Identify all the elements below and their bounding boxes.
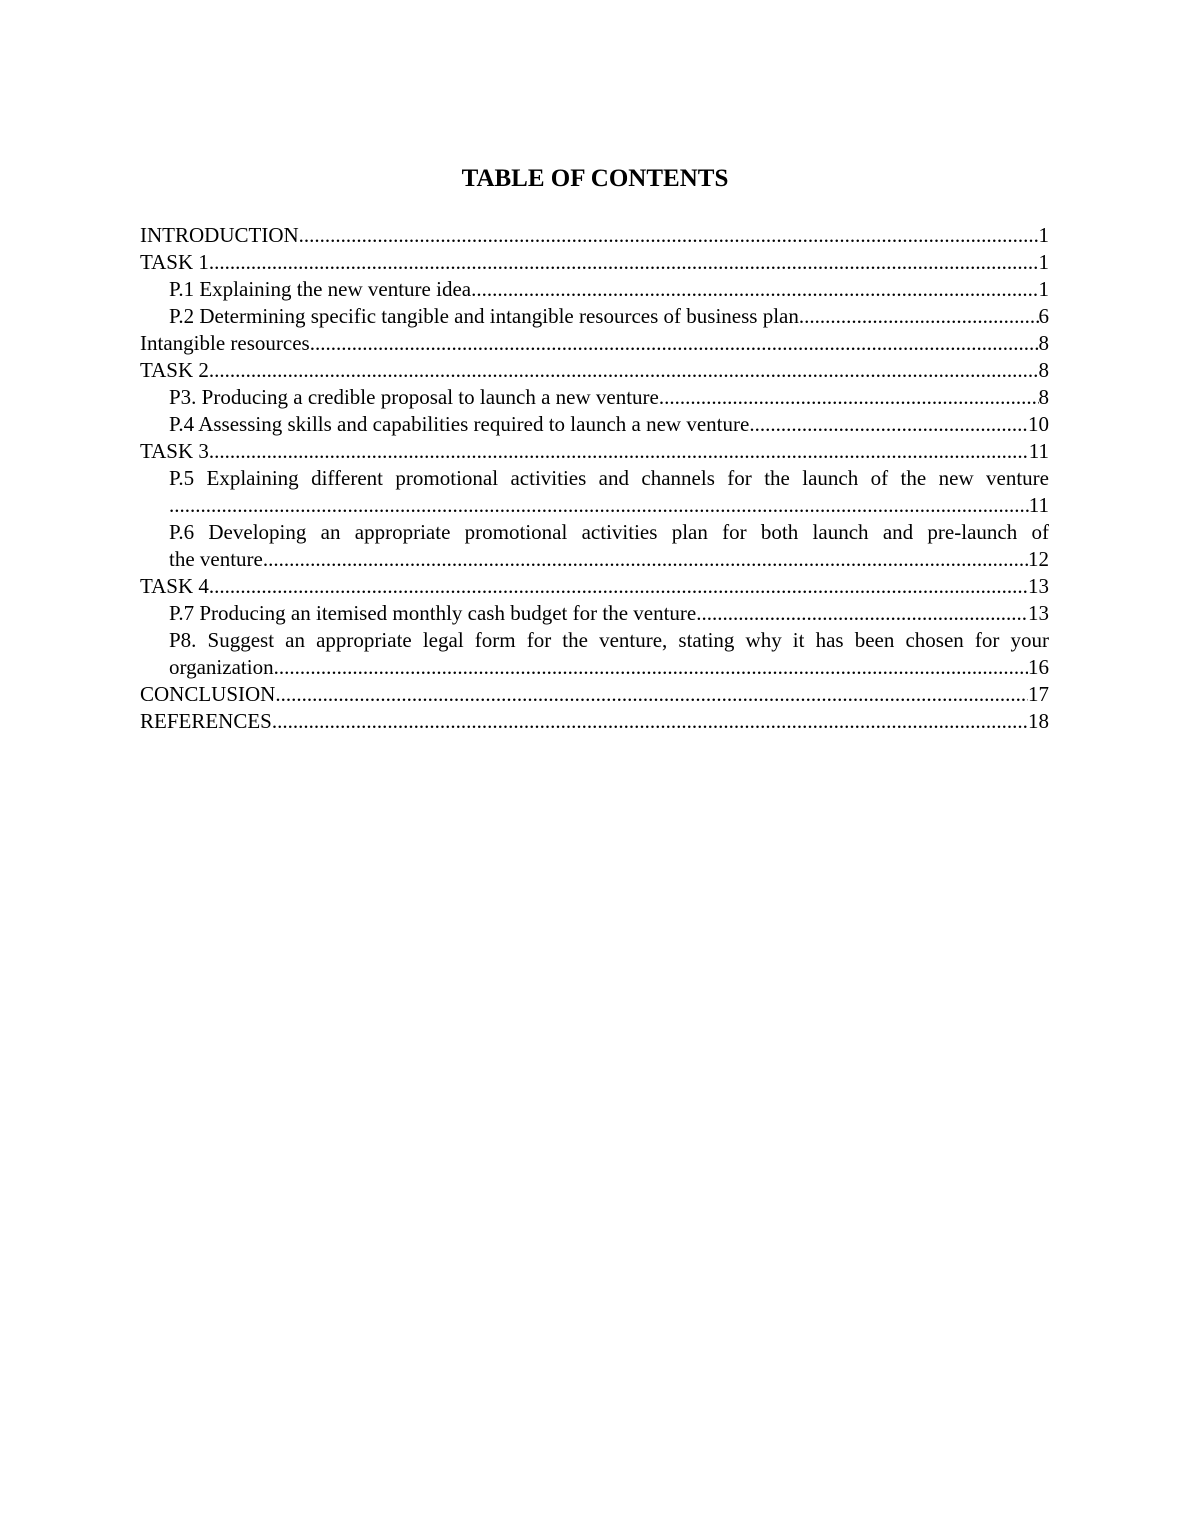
toc-entry-label: P.6 Developing an appropriate promotional activities plan for both launch and pre-launch of xyxy=(169,520,1049,544)
page-title: TABLE OF CONTENTS xyxy=(461,165,729,192)
toc-entry-p1[interactable] xyxy=(140,276,1049,303)
toc-leader-dots xyxy=(310,330,1039,357)
toc-entry-label: TASK 4 xyxy=(140,574,209,598)
toc-page-number: 8 xyxy=(1038,331,1049,355)
toc-page-number: 11 xyxy=(1028,439,1049,463)
toc-entry-label: P3. Producing a credible proposal to launch a new venture xyxy=(169,385,659,409)
toc-entry-label: P.5 Explaining different promotional activities and channels for the launch of the new venture xyxy=(169,466,1049,490)
toc-entry-introduction[interactable] xyxy=(140,222,1049,249)
toc-page-number: 1 xyxy=(1038,277,1049,301)
toc-page-number: 6 xyxy=(1038,304,1049,328)
toc-page-number: 17 xyxy=(1028,682,1049,706)
toc-leader-dots xyxy=(275,681,1028,708)
toc-entry-label: P.4 Assessing skills and capabilities required to launch a new venture xyxy=(169,412,750,436)
toc-entry-p6[interactable] xyxy=(140,519,1049,573)
toc-page-number: 1 xyxy=(1038,250,1049,274)
toc-page-number: 8 xyxy=(1038,358,1049,382)
toc-page-number: 13 xyxy=(1028,601,1049,625)
toc-entry-label-continued: organization xyxy=(169,655,274,679)
toc-leader-dots xyxy=(263,546,1028,573)
toc-leader-dots xyxy=(299,222,1039,249)
toc-entry-label: Intangible resources xyxy=(140,331,310,355)
toc-entry-label: TASK 3 xyxy=(140,439,209,463)
toc-page-number: 13 xyxy=(1028,574,1049,598)
toc-leader-dots xyxy=(799,303,1039,330)
toc-page-number: 12 xyxy=(1028,547,1049,571)
toc-entry-p3[interactable] xyxy=(140,384,1049,411)
toc-leader-dots xyxy=(209,357,1039,384)
toc-leader-dots xyxy=(749,411,1028,438)
toc-page-number: 8 xyxy=(1038,385,1049,409)
toc-entry-continuation xyxy=(169,546,1049,573)
toc-entry-label: P.2 Determining specific tangible and intangible resources of business plan xyxy=(169,304,799,328)
toc-entry-label: P8. Suggest an appropriate legal form for the venture, stating why it has been chosen for your xyxy=(169,628,1049,652)
toc-entry-references[interactable] xyxy=(140,708,1049,735)
toc-entry-task-3[interactable] xyxy=(140,438,1049,465)
toc-leader-dots xyxy=(272,708,1028,735)
toc-entry-continuation xyxy=(169,492,1049,519)
toc-leader-dots xyxy=(209,249,1039,276)
toc-entry-p4[interactable] xyxy=(140,411,1049,438)
toc-entry-task-4[interactable] xyxy=(140,573,1049,600)
toc-leader-dots xyxy=(209,438,1029,465)
toc-entry-conclusion[interactable] xyxy=(140,681,1049,708)
toc-page-number: 10 xyxy=(1028,412,1049,436)
toc-entry-label-continued: the venture xyxy=(169,547,263,571)
toc-page-number: 16 xyxy=(1028,655,1049,679)
table-of-contents xyxy=(140,222,1049,735)
toc-page-number: 18 xyxy=(1028,709,1049,733)
toc-entry-continuation xyxy=(169,654,1049,681)
toc-entry-p7[interactable] xyxy=(140,600,1049,627)
toc-entry-label: P.1 Explaining the new venture idea xyxy=(169,277,472,301)
toc-leader-dots xyxy=(471,276,1038,303)
toc-entry-p5[interactable] xyxy=(140,465,1049,519)
toc-leader-dots xyxy=(209,573,1028,600)
toc-entry-label: INTRODUCTION xyxy=(140,223,299,247)
toc-entry-intangible-resources[interactable] xyxy=(140,330,1049,357)
toc-page-number: 11 xyxy=(1028,493,1049,517)
toc-entry-label: CONCLUSION xyxy=(140,682,276,706)
toc-entry-label: TASK 2 xyxy=(140,358,209,382)
toc-leader-dots xyxy=(274,654,1028,681)
toc-entry-label: REFERENCES xyxy=(140,709,272,733)
toc-entry-task-1[interactable] xyxy=(140,249,1049,276)
toc-leader-dots xyxy=(696,600,1028,627)
toc-entry-label: TASK 1 xyxy=(140,250,209,274)
toc-leader-dots xyxy=(659,384,1039,411)
toc-page-number: 1 xyxy=(1038,223,1049,247)
toc-leader-dots xyxy=(169,492,1029,519)
toc-entry-p8[interactable] xyxy=(140,627,1049,681)
toc-entry-label: P.7 Producing an itemised monthly cash budget for the venture xyxy=(169,601,697,625)
toc-entry-p2[interactable] xyxy=(140,303,1049,330)
toc-entry-task-2[interactable] xyxy=(140,357,1049,384)
